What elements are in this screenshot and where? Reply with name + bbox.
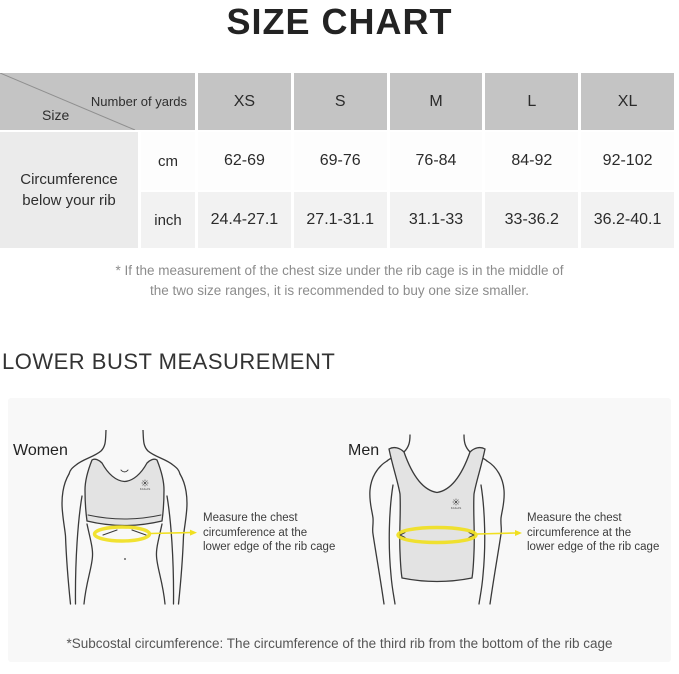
footnote-line-1: * If the measurement of the chest size under the rib cage is in the middle of [115, 263, 564, 278]
col-header-xs: XS [198, 73, 291, 130]
women-torso-illustration [50, 430, 210, 610]
men-measure-annotation: Measure the chest circumference at the lower edge of the rib cage [527, 512, 660, 553]
col-header-xl: XL [581, 73, 674, 130]
row-label: Circumference below your rib [0, 132, 138, 248]
col-header-l: L [485, 73, 578, 130]
corner-top-label: Number of yards [90, 94, 187, 109]
measurement-diagram-panel [8, 398, 671, 662]
value-inch-xl: 36.2-40.1 [581, 192, 674, 248]
men-torso-illustration [360, 430, 530, 610]
col-header-s: S [294, 73, 387, 130]
value-cm-m: 76-84 [390, 132, 483, 190]
value-inch-m: 31.1-33 [390, 192, 483, 248]
value-cm-s: 69-76 [294, 132, 387, 190]
value-inch-l: 33-36.2 [485, 192, 578, 248]
corner-side-label: Size [42, 107, 70, 123]
col-header-m: M [390, 73, 483, 130]
women-label: Women [13, 442, 68, 459]
subcostal-note: *Subcostal circumference: The circumference of the third rib from the bottom of the rib cage [66, 636, 613, 651]
table-footnote [0, 261, 679, 300]
value-inch-xs: 24.4-27.1 [198, 192, 291, 248]
women-measure-annotation: Measure the chest circumference at the lower edge of the rib cage [203, 512, 336, 553]
unit-inch: inch [141, 192, 195, 248]
value-cm-xs: 62-69 [198, 132, 291, 190]
women-measure-marker [95, 527, 198, 541]
men-label: Men [348, 442, 380, 459]
table-corner-cell [0, 73, 195, 130]
svg-text:KAILAS: KAILAS [450, 506, 462, 510]
section-heading: LOWER BUST MEASUREMENT [2, 349, 336, 374]
unit-cm: cm [141, 132, 195, 190]
value-inch-s: 27.1-31.1 [294, 192, 387, 248]
value-cm-l: 84-92 [485, 132, 578, 190]
size-table [0, 73, 674, 248]
page-title: SIZE CHART [226, 1, 453, 42]
value-cm-xl: 92-102 [581, 132, 674, 190]
footnote-line-2: the two size ranges, it is recommended to buy one size smaller. [150, 282, 529, 298]
svg-text:KAILAS: KAILAS [139, 487, 151, 491]
